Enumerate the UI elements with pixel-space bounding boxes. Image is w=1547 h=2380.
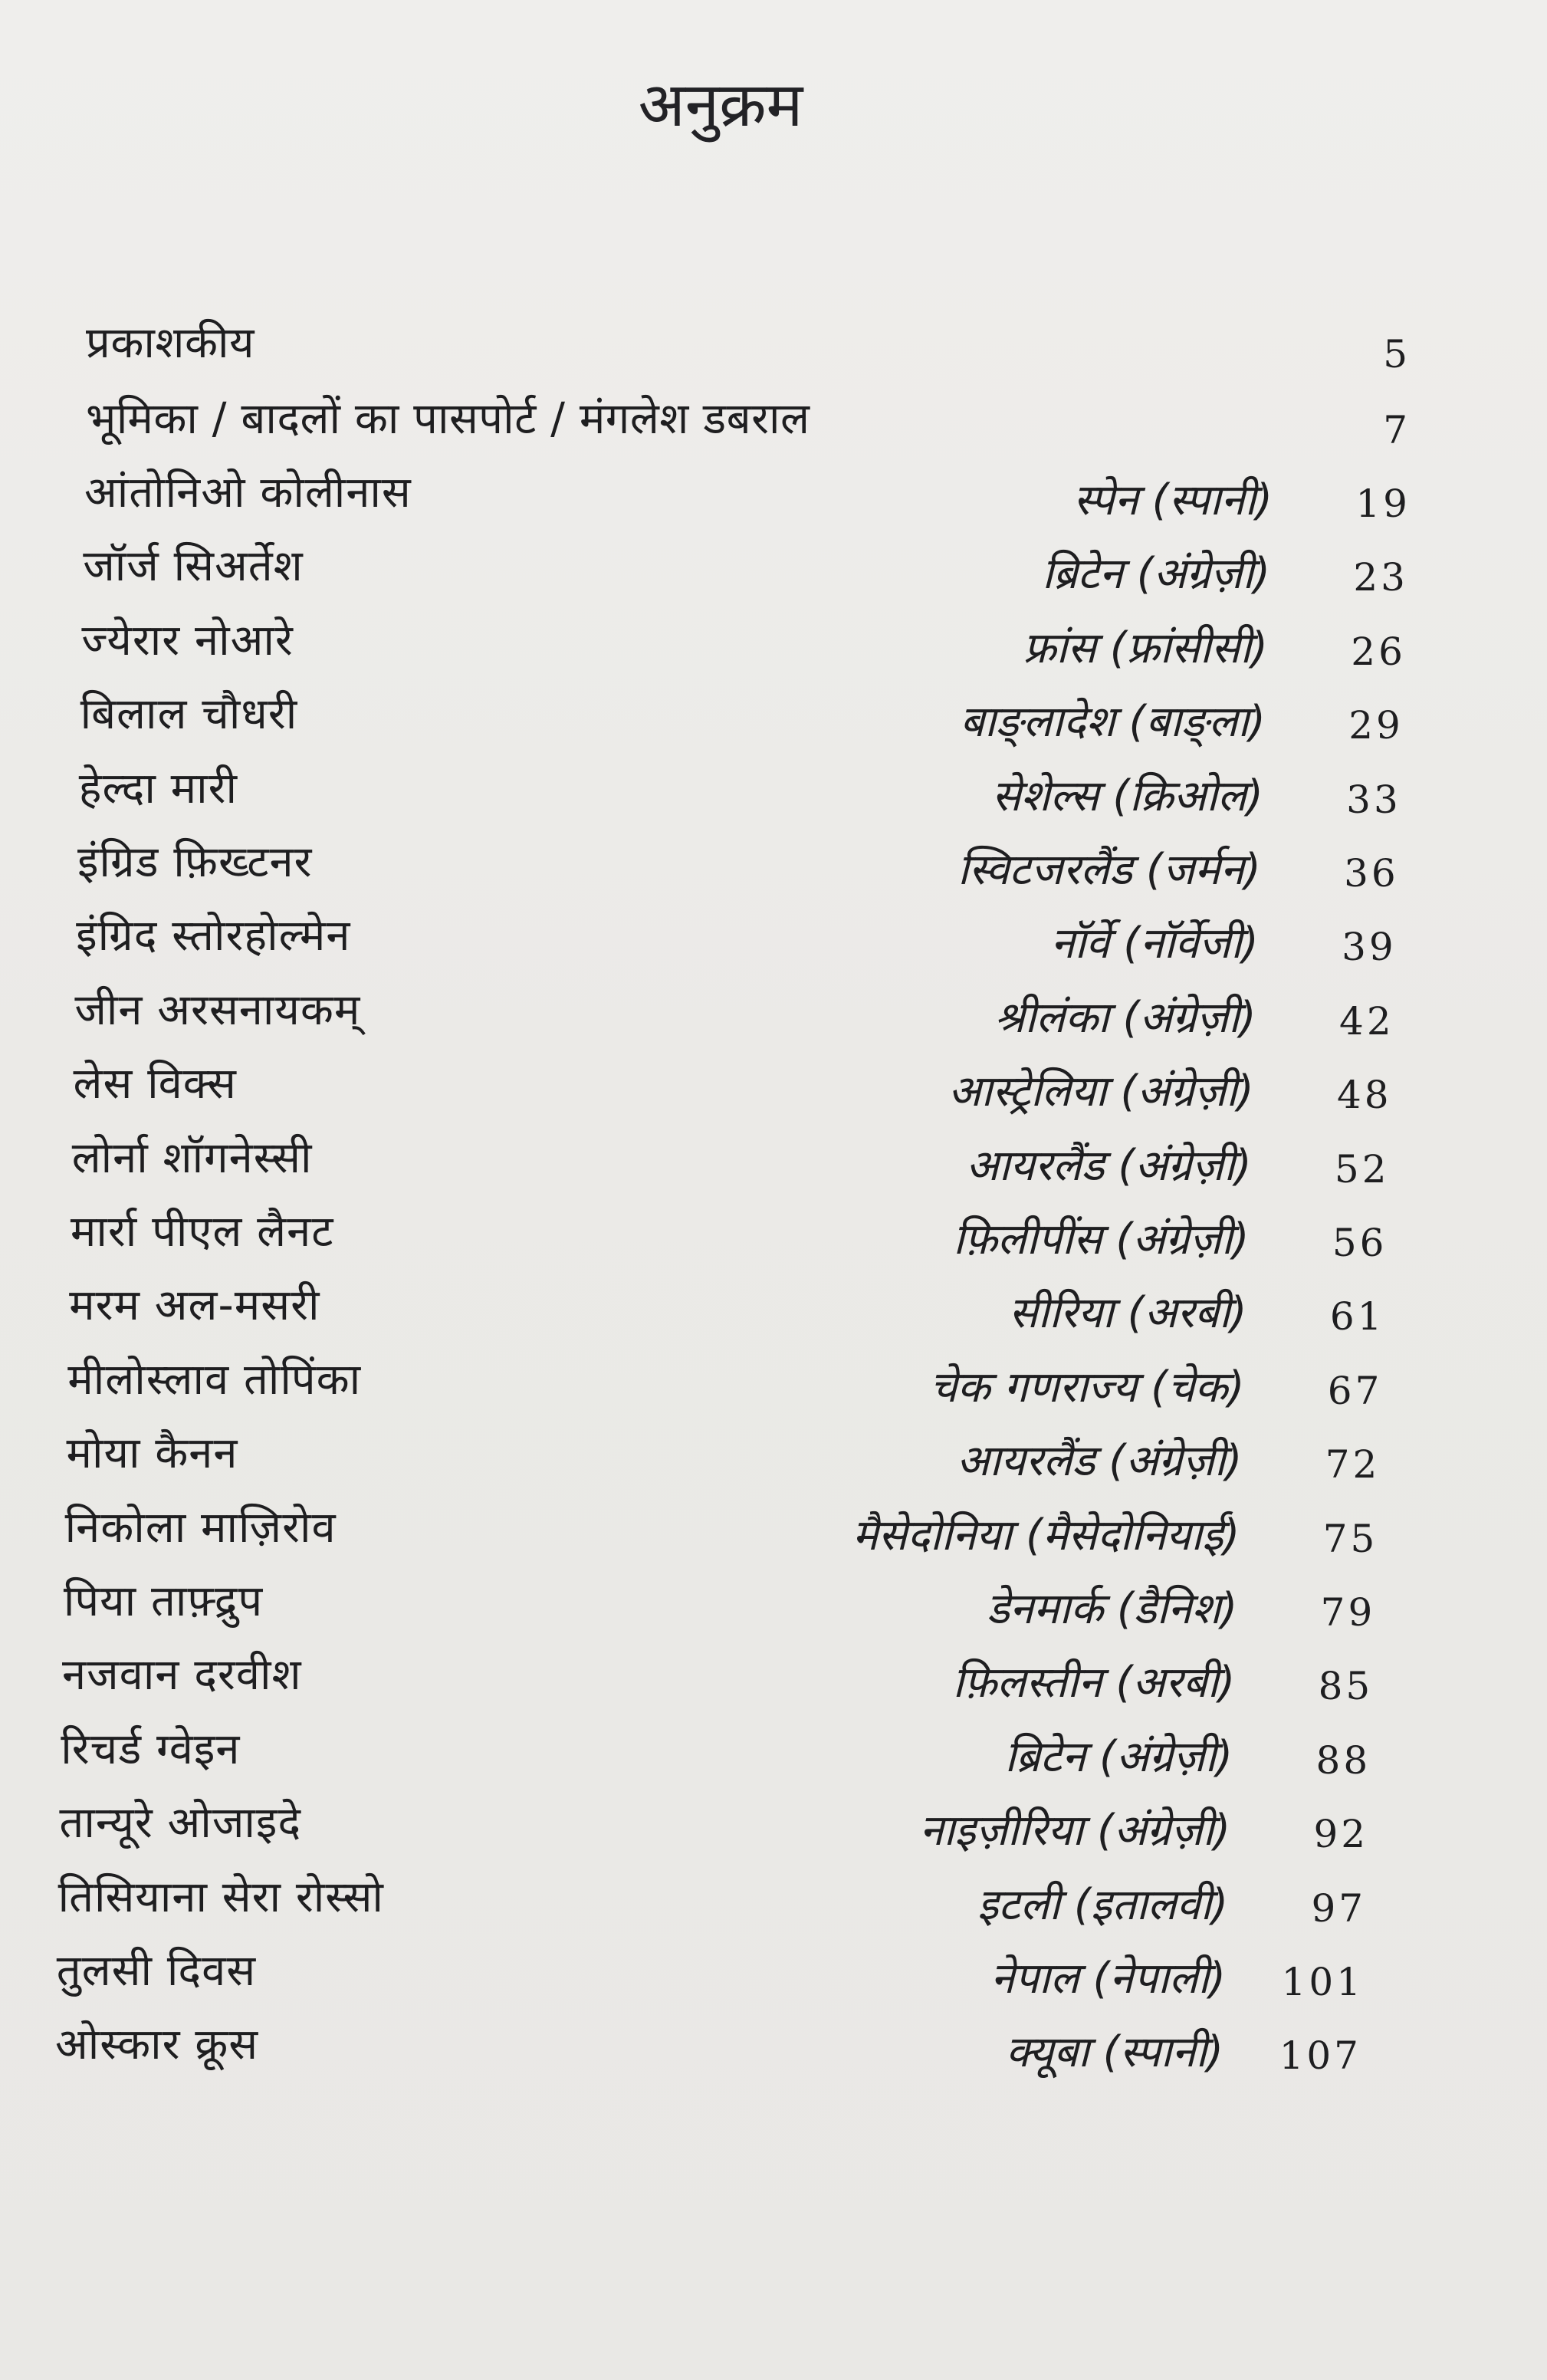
toc-entry: [67, 1347, 1382, 1413]
toc-country-language: फ़िलस्तीन (अरबी): [952, 1658, 1236, 1708]
toc-entry: [66, 1421, 1380, 1487]
toc-country-language: श्रीलंका (अंग्रेज़ी): [994, 992, 1256, 1043]
toc-page-number: 36: [1344, 851, 1399, 896]
toc-author-name: आंतोनिओ कोलीनास: [84, 468, 412, 518]
toc-intro-row: [86, 386, 1411, 452]
toc-page-number: 56: [1332, 1221, 1388, 1265]
toc-author-name: लेस विक्स: [73, 1059, 237, 1109]
toc-page-number: 88: [1315, 1737, 1371, 1783]
toc-page-number: 72: [1325, 1442, 1381, 1488]
toc-author-name: मार्रा पीएल लैनट: [70, 1207, 334, 1257]
toc-country-language: क्यूबा (स्पानी): [1005, 2027, 1223, 2078]
toc-page-number: 75: [1322, 1516, 1378, 1561]
toc-country-language: नॉर्वे (नॉर्वेजी): [1050, 919, 1259, 969]
toc-country-language: डेनमार्क (डैनिश): [987, 1584, 1238, 1634]
toc-country-language: बाङ्लादेश (बाङ्ला): [960, 697, 1266, 748]
toc-author-name: जॉर्ज सिअर्तेश: [83, 541, 304, 592]
toc-country-language: ब्रिटेन (अंग्रेज़ी): [1042, 549, 1270, 600]
toc-page-number: 67: [1327, 1368, 1383, 1413]
toc-author-name: निकोला माज़िरोव: [64, 1502, 337, 1553]
toc-author-name: इंग्रिड फ़िख्टनर: [77, 837, 313, 887]
toc-page-number: 39: [1342, 925, 1397, 970]
toc-entry: [79, 756, 1401, 822]
toc-author-name: जीन अरसनायकम्: [74, 985, 361, 1035]
toc-country-language: सेशेल्स (क्रिओल): [991, 771, 1263, 821]
toc-author-name: तान्यूरे ओजाइदे: [59, 1798, 302, 1849]
toc-entry: [55, 2012, 1361, 2078]
toc-intro-row: [86, 311, 1411, 376]
toc-page-number: 107: [1279, 2033, 1361, 2079]
toc-entry: [71, 1199, 1388, 1265]
toc-entry: [83, 534, 1408, 600]
toc-page-number: 29: [1348, 703, 1404, 748]
toc-author-name: बिलाल चौधरी: [80, 689, 298, 740]
toc-entry: [69, 1273, 1384, 1339]
toc-page-number: 79: [1320, 1590, 1376, 1635]
toc-author-name: रिचर्ड ग्वेइन: [61, 1724, 241, 1774]
toc-page-number: 48: [1336, 1073, 1392, 1118]
toc-author-name: हेल्दा मारी: [78, 763, 238, 814]
toc-country-language: आयरलैंड (अंग्रेज़ी): [966, 1140, 1252, 1191]
toc-entry: [59, 1790, 1368, 1856]
toc-author-name: मीलोस्लाव तोपिंका: [67, 1354, 362, 1405]
toc-author-name: ओस्कार क्रूस: [55, 2020, 259, 2070]
toc-entry: [76, 903, 1397, 969]
toc-country-language: नाइज़ीरिया (अंग्रेज़ी): [919, 1806, 1231, 1856]
toc-author-name: लोर्ना शॉगनेस्सी: [71, 1132, 313, 1183]
toc-page-number: 101: [1281, 1960, 1365, 2004]
toc-page-number: 52: [1334, 1146, 1390, 1192]
toc-country-language: फ्रांस (फ्रांसीसी): [1023, 623, 1268, 673]
toc-entry: [64, 1569, 1375, 1635]
toc-author-name: मरम अल-मसरी: [69, 1280, 320, 1331]
toc-page-number: 26: [1351, 629, 1406, 674]
toc-entry: [74, 978, 1394, 1044]
toc-entry: [80, 682, 1404, 748]
page-title: अनुक्रम: [638, 69, 803, 140]
toc-country-language: स्विटजरलैंड (जर्मन): [957, 845, 1261, 895]
toc-page-number: 97: [1311, 1885, 1367, 1931]
toc-author-name: नजवान दरवीश: [62, 1650, 302, 1701]
toc-country-language: सीरिया (अरबी): [1009, 1288, 1247, 1339]
toc-author-name: इंग्रिद स्तोरहोल्मेन: [76, 911, 351, 962]
toc-country-language: मैसेदोनिया (मैसेदोनियाई): [852, 1510, 1240, 1560]
toc-country-language: आस्ट्रेलिया (अंग्रेज़ी): [948, 1067, 1254, 1117]
toc-country-language: ब्रिटेन (अंग्रेज़ी): [1004, 1731, 1233, 1782]
toc-country-language: फ़िलीपींस (अंग्रेज़ी): [953, 1215, 1250, 1264]
toc-page-number: 42: [1339, 998, 1394, 1044]
toc-entry: [74, 1051, 1392, 1117]
toc-entry: [58, 1865, 1366, 1931]
toc-country-language: नेपाल (नेपाली): [990, 1954, 1227, 2004]
toc-page-number: 92: [1313, 1812, 1369, 1857]
toc-page-number: 61: [1329, 1294, 1385, 1340]
toc-country-language: इटली (इतालवी): [977, 1879, 1229, 1930]
toc-page-number: 5: [1383, 332, 1411, 376]
toc-intro-label: भूमिका / बादलों का पासपोर्ट / मंगलेश डबराल: [86, 394, 810, 444]
toc-author-name: मोया कैनन: [66, 1428, 238, 1479]
toc-page-number: 33: [1346, 777, 1401, 822]
toc-page-number: 85: [1318, 1664, 1374, 1709]
toc-page-number: 7: [1383, 408, 1411, 452]
toc-author-name: पिया ताफ़्द्रुप: [63, 1576, 264, 1626]
toc-entry: [81, 608, 1406, 674]
toc-entry: [84, 460, 1411, 526]
toc-author-name: ज्येरार नोआरे: [81, 615, 294, 666]
toc-author-name: तुलसी दिवस: [56, 1946, 257, 1996]
toc-country-language: चेक गणराज्य (चेक): [930, 1362, 1245, 1412]
toc-country-language: आयरलैंड (अंग्रेज़ी): [956, 1436, 1243, 1487]
toc-entry: [57, 1938, 1364, 2004]
toc-entry: [62, 1642, 1373, 1708]
toc-page-number: 19: [1355, 482, 1411, 526]
toc-entry: [72, 1126, 1390, 1192]
toc-author-name: तिसियाना सेरा रोस्सो: [57, 1872, 384, 1922]
toc-intro-label: प्रकाशकीय: [86, 318, 255, 368]
toc-entry: [77, 830, 1399, 896]
toc-entry: [65, 1495, 1378, 1561]
toc-entry: [61, 1717, 1371, 1783]
toc-country-language: स्पेन (स्पानी): [1073, 475, 1273, 525]
toc-page-number: 23: [1353, 555, 1408, 600]
